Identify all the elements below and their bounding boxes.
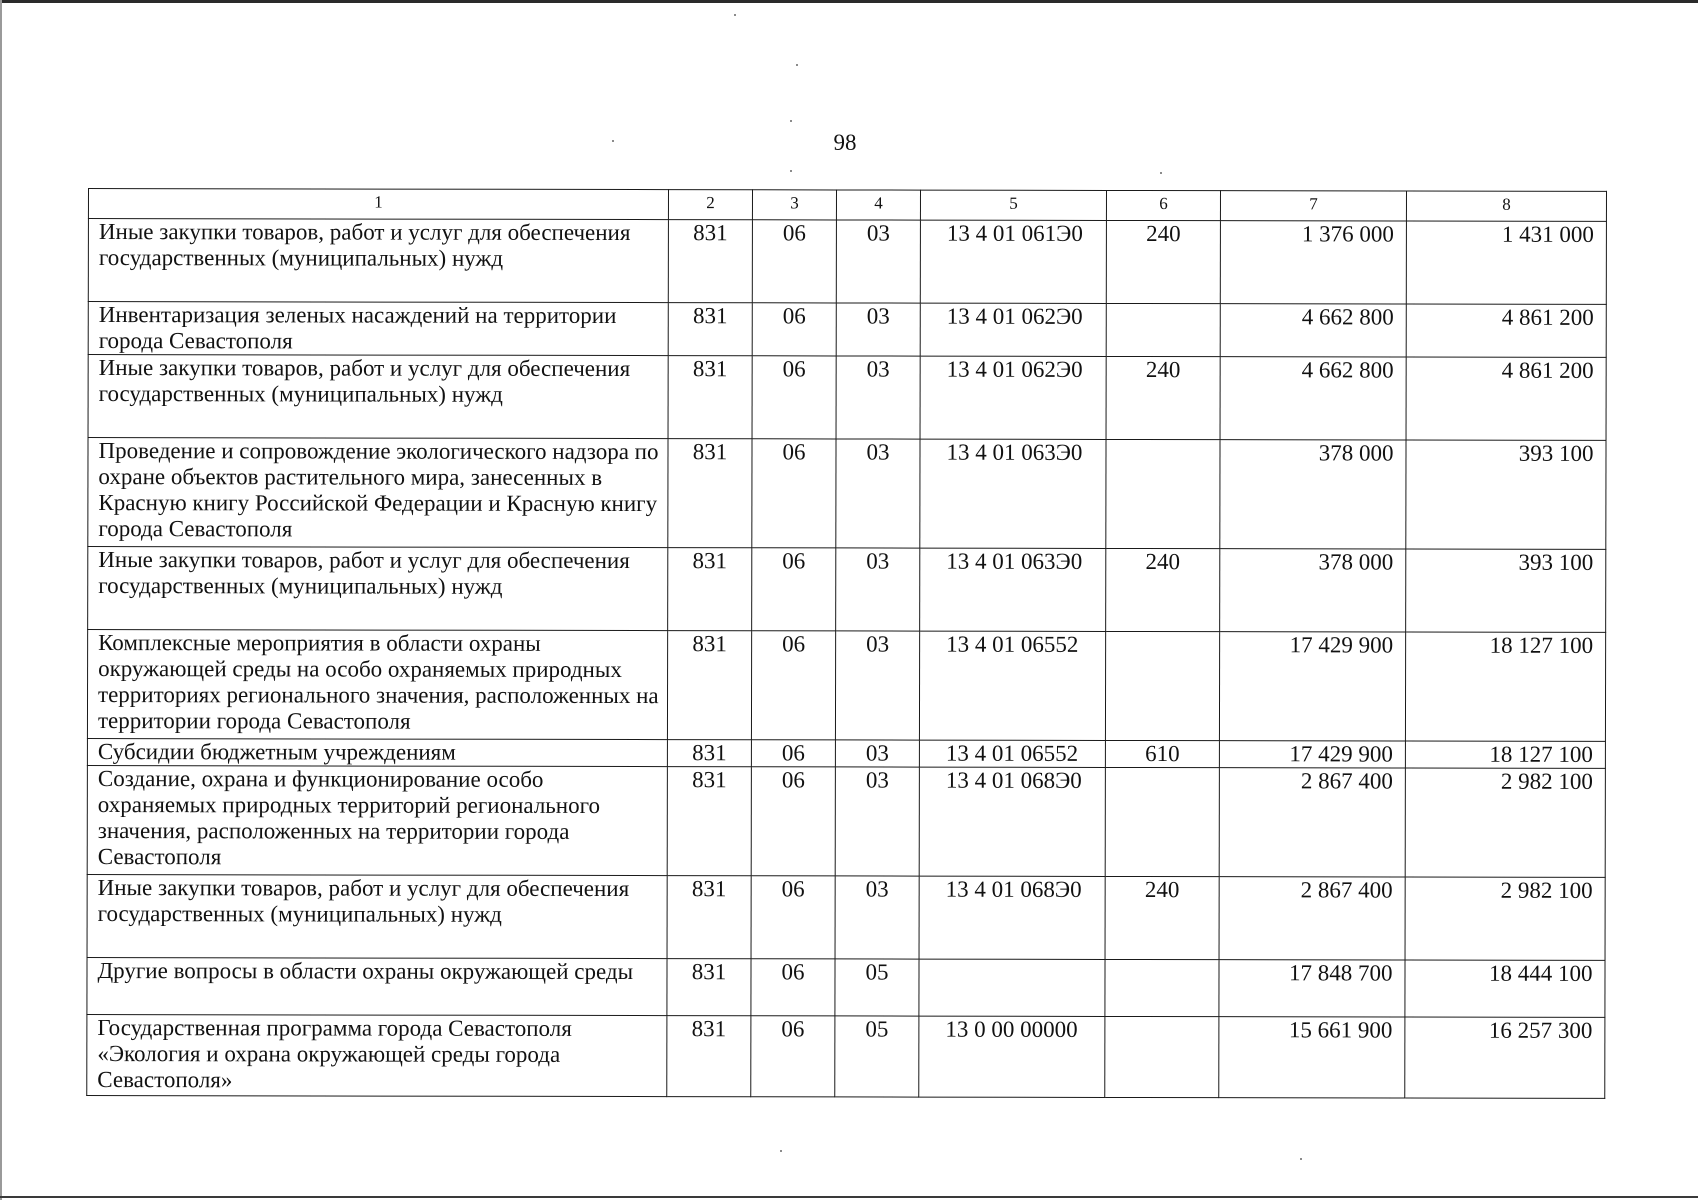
scan-speck bbox=[796, 64, 798, 66]
section-code-cell: 06 bbox=[751, 767, 835, 876]
subsection-code-cell: 05 bbox=[835, 1016, 919, 1097]
target-article-cell bbox=[919, 959, 1105, 1016]
target-article-cell: 13 4 01 061Э0 bbox=[920, 220, 1106, 303]
subsection-code-cell: 03 bbox=[835, 876, 919, 959]
amount-year1-cell: 2 867 400 bbox=[1219, 877, 1405, 960]
amount-year2-cell: 2 982 100 bbox=[1405, 877, 1605, 960]
scan-speck bbox=[790, 120, 792, 122]
row-name-cell: Субсидии бюджетным учреждениям bbox=[87, 738, 667, 766]
target-article-cell: 13 4 01 062Э0 bbox=[920, 303, 1106, 356]
scan-speck bbox=[612, 140, 614, 142]
admin-code-cell: 831 bbox=[667, 876, 751, 959]
admin-code-cell: 831 bbox=[668, 303, 752, 356]
expense-type-cell: 240 bbox=[1106, 548, 1220, 631]
amount-year1-cell: 17 429 900 bbox=[1219, 741, 1405, 768]
section-code-cell: 06 bbox=[751, 631, 835, 740]
subsection-code-cell: 05 bbox=[835, 959, 919, 1016]
subsection-code-cell: 03 bbox=[835, 740, 919, 767]
amount-year2-cell: 18 127 100 bbox=[1405, 741, 1605, 768]
page-number: 98 bbox=[833, 130, 857, 155]
target-article-cell: 13 4 01 06552 bbox=[919, 740, 1105, 767]
table-row bbox=[87, 874, 1605, 960]
amount-year2-cell: 4 861 200 bbox=[1406, 304, 1606, 357]
amount-year1-cell: 2 867 400 bbox=[1219, 768, 1405, 877]
amount-year1-cell: 4 662 800 bbox=[1220, 304, 1406, 357]
table-row bbox=[87, 630, 1605, 742]
section-code-cell: 06 bbox=[752, 439, 836, 548]
amount-year2-cell: 393 100 bbox=[1406, 549, 1606, 632]
target-article-cell: 13 4 01 06552 bbox=[919, 631, 1105, 740]
budget-table bbox=[86, 188, 1607, 1099]
amount-year2-cell: 18 444 100 bbox=[1405, 960, 1605, 1017]
admin-code-cell: 831 bbox=[668, 548, 752, 631]
scan-speck bbox=[790, 170, 792, 172]
target-article-cell: 13 4 01 068Э0 bbox=[919, 876, 1105, 959]
amount-year2-cell: 1 431 000 bbox=[1406, 221, 1606, 304]
row-name-cell: Комплексные мероприятия в области охраны окружающей среды на особо охраняемых природных территориях регионального значения, расположенных на территории города Севастополя bbox=[87, 630, 667, 740]
admin-code-cell: 831 bbox=[668, 439, 752, 548]
column-header: 1 bbox=[88, 189, 668, 220]
section-code-cell: 06 bbox=[752, 220, 836, 303]
amount-year1-cell: 378 000 bbox=[1220, 440, 1406, 549]
admin-code-cell: 831 bbox=[667, 959, 751, 1016]
table-header-row bbox=[88, 189, 1606, 222]
row-name-cell: Инвентаризация зеленых насаждений на территории города Севастополя bbox=[88, 302, 668, 356]
amount-year1-cell: 17 429 900 bbox=[1219, 632, 1405, 741]
row-name-cell: Другие вопросы в области охраны окружающей среды bbox=[87, 957, 667, 1015]
row-name-cell: Иные закупки товаров, работ и услуг для обеспечения государственных (муниципальных) нужд bbox=[87, 874, 667, 958]
table-row bbox=[88, 302, 1606, 358]
column-header: 6 bbox=[1106, 190, 1220, 220]
column-header: 4 bbox=[836, 190, 920, 220]
expense-type-cell: 240 bbox=[1106, 356, 1220, 439]
admin-code-cell: 831 bbox=[667, 1016, 751, 1097]
target-article-cell: 13 4 01 062Э0 bbox=[920, 356, 1106, 439]
section-code-cell: 06 bbox=[751, 876, 835, 959]
subsection-code-cell: 03 bbox=[836, 356, 920, 439]
expense-type-cell bbox=[1105, 631, 1219, 740]
amount-year2-cell: 393 100 bbox=[1406, 440, 1606, 549]
admin-code-cell: 831 bbox=[668, 220, 752, 303]
expense-type-cell: 240 bbox=[1106, 220, 1220, 303]
row-name-cell: Иные закупки товаров, работ и услуг для обеспечения государственных (муниципальных) нужд bbox=[88, 355, 668, 439]
target-article-cell: 13 4 01 068Э0 bbox=[919, 767, 1105, 876]
expense-type-cell: 610 bbox=[1105, 740, 1219, 767]
amount-year1-cell: 1 376 000 bbox=[1220, 221, 1406, 304]
section-code-cell: 06 bbox=[751, 1016, 835, 1097]
target-article-cell: 13 0 00 00000 bbox=[919, 1016, 1105, 1097]
column-header: 8 bbox=[1406, 191, 1606, 221]
scan-speck bbox=[1160, 172, 1162, 174]
amount-year1-cell: 15 661 900 bbox=[1219, 1017, 1405, 1098]
amount-year1-cell: 17 848 700 bbox=[1219, 960, 1405, 1017]
amount-year2-cell: 16 257 300 bbox=[1405, 1017, 1605, 1098]
row-name-cell: Создание, охрана и функционирование особо охраняемых природных территорий регионального значения, расположенных на территории города Севастополя bbox=[87, 765, 667, 875]
scan-top-edge bbox=[0, 0, 1698, 3]
subsection-code-cell: 03 bbox=[836, 220, 920, 303]
scan-left-edge bbox=[0, 0, 2, 1200]
subsection-code-cell: 03 bbox=[836, 439, 920, 548]
subsection-code-cell: 03 bbox=[836, 303, 920, 356]
scan-speck bbox=[780, 1150, 782, 1152]
table-row bbox=[87, 1014, 1605, 1098]
section-code-cell: 06 bbox=[752, 548, 836, 631]
admin-code-cell: 831 bbox=[667, 631, 751, 740]
row-name-cell: Иные закупки товаров, работ и услуг для обеспечения государственных (муниципальных) нужд bbox=[88, 219, 668, 303]
table-row bbox=[88, 355, 1606, 441]
expense-type-cell bbox=[1106, 303, 1220, 356]
table-row bbox=[87, 957, 1605, 1017]
amount-year2-cell: 18 127 100 bbox=[1405, 632, 1605, 741]
column-header: 7 bbox=[1220, 191, 1406, 221]
amount-year2-cell: 2 982 100 bbox=[1405, 768, 1605, 877]
scan-speck bbox=[734, 14, 736, 16]
amount-year2-cell: 4 861 200 bbox=[1406, 357, 1606, 440]
column-header: 2 bbox=[668, 190, 752, 220]
expense-type-cell bbox=[1105, 767, 1219, 876]
section-code-cell: 06 bbox=[752, 356, 836, 439]
table-row bbox=[87, 765, 1605, 877]
subsection-code-cell: 03 bbox=[836, 548, 920, 631]
admin-code-cell: 831 bbox=[667, 740, 751, 767]
expense-type-cell bbox=[1105, 959, 1219, 1016]
row-name-cell: Государственная программа города Севастополя «Экология и охрана окружающей среды города Севастополя» bbox=[87, 1014, 667, 1096]
section-code-cell: 06 bbox=[752, 303, 836, 356]
scan-speck bbox=[1300, 1158, 1302, 1160]
expense-type-cell bbox=[1106, 439, 1220, 548]
table-row bbox=[88, 438, 1606, 550]
row-name-cell: Проведение и сопровождение экологического надзора по охране объектов растительного мира, занесенных в Красную книгу Российской Федерации и Красную книгу города Севастополя bbox=[88, 438, 668, 548]
column-header: 3 bbox=[752, 190, 836, 220]
table-row bbox=[88, 219, 1606, 305]
table-row bbox=[87, 738, 1605, 768]
subsection-code-cell: 03 bbox=[835, 767, 919, 876]
expense-type-cell bbox=[1105, 1016, 1219, 1097]
table-row bbox=[88, 547, 1606, 633]
section-code-cell: 06 bbox=[751, 740, 835, 767]
scan-bottom-edge bbox=[0, 1196, 1698, 1198]
target-article-cell: 13 4 01 063Э0 bbox=[920, 439, 1106, 548]
admin-code-cell: 831 bbox=[667, 767, 751, 876]
column-header: 5 bbox=[920, 190, 1106, 220]
admin-code-cell: 831 bbox=[668, 356, 752, 439]
amount-year1-cell: 378 000 bbox=[1220, 549, 1406, 632]
table-body bbox=[87, 219, 1607, 1099]
section-code-cell: 06 bbox=[751, 959, 835, 1016]
row-name-cell: Иные закупки товаров, работ и услуг для обеспечения государственных (муниципальных) нужд bbox=[88, 547, 668, 631]
subsection-code-cell: 03 bbox=[835, 631, 919, 740]
expense-type-cell: 240 bbox=[1105, 876, 1219, 959]
target-article-cell: 13 4 01 063Э0 bbox=[920, 548, 1106, 631]
amount-year1-cell: 4 662 800 bbox=[1220, 357, 1406, 440]
